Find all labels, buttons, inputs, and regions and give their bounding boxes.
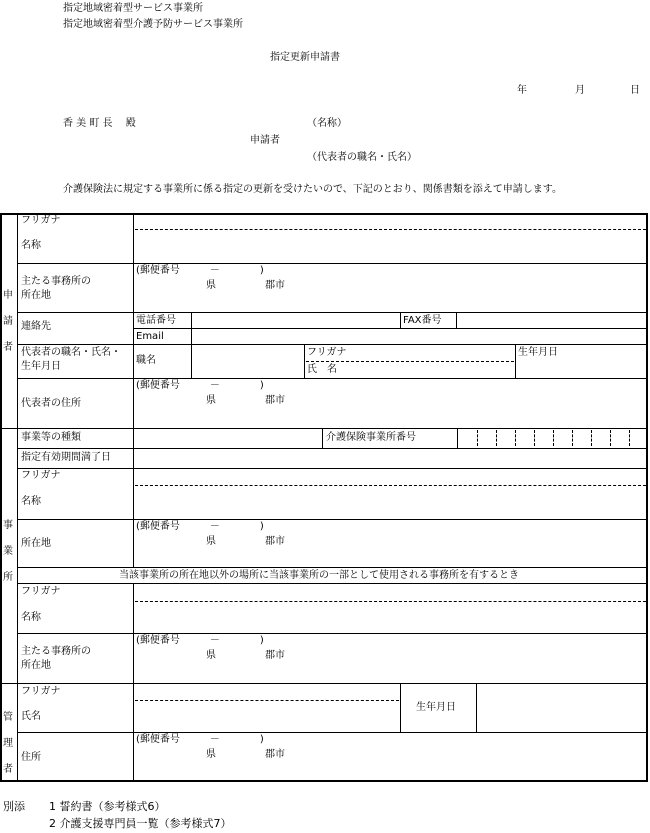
applicant-furigana-label: フリガナ — [21, 215, 61, 226]
prefecture-label: 県 — [206, 395, 216, 406]
prefecture-label: 県 — [206, 536, 216, 547]
prefecture-label: 県 — [206, 749, 216, 760]
row-line — [17, 448, 647, 449]
row-line — [17, 633, 647, 634]
digit-divider — [553, 430, 554, 446]
other-office-label-1: 主たる事務所の — [21, 646, 91, 657]
cell-divider — [191, 328, 192, 344]
name-label: （名称） — [307, 118, 347, 129]
rep-birthdate-label: 生年月日 — [518, 347, 558, 358]
furigana-divider — [135, 700, 399, 701]
office-furigana-label: フリガナ — [21, 470, 61, 481]
office-name-label: 名称 — [21, 496, 41, 507]
fax-label: FAX番号 — [403, 315, 442, 326]
row-line — [17, 732, 647, 733]
section-char: 理 — [3, 738, 13, 749]
office-location-label: 所在地 — [21, 538, 51, 549]
applicant-label: 申請者 — [250, 135, 280, 146]
row-line — [17, 583, 647, 584]
table-bottom-border — [0, 780, 648, 782]
furigana-divider — [306, 361, 514, 362]
tel-label: 電話番号 — [136, 315, 176, 326]
cell-divider — [191, 312, 192, 328]
applicant-name-label: 名称 — [21, 240, 41, 251]
date-month: 月 — [575, 85, 585, 96]
cell-divider — [457, 428, 458, 448]
section-char: 者 — [3, 342, 13, 353]
digit-divider — [515, 430, 516, 446]
section-char: 申 — [3, 290, 13, 301]
rep-label: （代表者の職名・氏名） — [307, 152, 417, 163]
section-office — [2, 513, 14, 591]
attachment-item-1: 1 誓約書（参考様式6） — [49, 800, 166, 813]
city-label: 郡市 — [265, 650, 285, 661]
service-type-label: 事業等の種類 — [21, 432, 81, 443]
label-column-divider — [133, 213, 134, 428]
expiry-label: 指定有効期間満了日 — [21, 452, 111, 463]
digit-divider — [496, 430, 497, 446]
cell-divider — [400, 312, 401, 328]
digit-divider — [477, 430, 478, 446]
page-title: 指定更新申請書 — [270, 52, 340, 63]
digit-divider — [629, 430, 630, 446]
date-year: 年 — [517, 85, 527, 96]
row-line — [17, 567, 647, 568]
city-label: 郡市 — [265, 395, 285, 406]
attachment-item-2: 2 介護支援専門員一覧（参考様式7） — [49, 817, 232, 830]
cell-divider — [456, 312, 457, 328]
postal-code-field[interactable]: (郵便番号 － ) — [136, 380, 264, 391]
other-furigana-label: フリガナ — [21, 586, 61, 597]
row-line — [17, 519, 647, 520]
postal-code-field[interactable]: (郵便番号 － ) — [136, 635, 264, 646]
furigana-divider — [135, 485, 646, 486]
section-char: 請 — [3, 316, 13, 327]
form-type-line2: 指定地域密着型介護予防サービス事業所 — [63, 19, 243, 30]
other-name-label: 名称 — [21, 612, 41, 623]
row-line — [17, 378, 647, 379]
form-type-line1: 指定地域密着型サービス事業所 — [63, 3, 203, 14]
main-office-label-2: 所在地 — [21, 290, 51, 301]
section-applicant — [2, 283, 14, 361]
manager-name-label: 氏名 — [21, 711, 41, 722]
main-office-label-1: 主たる事務所の — [21, 276, 91, 287]
row-line — [133, 328, 647, 329]
row-line — [17, 312, 647, 313]
attachment-label: 別添 — [3, 800, 25, 813]
postal-code-field[interactable]: (郵便番号 － ) — [136, 521, 264, 532]
cell-divider — [304, 344, 305, 378]
table-top-border — [0, 213, 648, 215]
cell-divider — [515, 344, 516, 378]
rep-label-2: 生年月日 — [21, 361, 61, 372]
section-char: 事 — [3, 520, 13, 531]
manager-furigana-label: フリガナ — [21, 686, 61, 697]
cell-divider — [191, 344, 192, 378]
other-office-heading: 当該事業所の所在地以外の場所に当該事業所の一部として使用される事務所を有するとき — [119, 570, 519, 581]
furigana-divider — [135, 601, 646, 602]
section-char: 業 — [3, 546, 13, 557]
furigana-divider — [135, 229, 646, 230]
rep-name-label: 氏 名 — [307, 364, 337, 375]
manager-address-label: 住所 — [21, 752, 41, 763]
addressee: 香 美 町 長 殿 — [63, 118, 136, 129]
section-char: 管 — [3, 712, 13, 723]
prefecture-label: 県 — [206, 280, 216, 291]
city-label: 郡市 — [265, 536, 285, 547]
row-line — [17, 263, 647, 264]
contact-label: 連絡先 — [21, 321, 51, 332]
email-label: Email — [136, 331, 164, 342]
city-label: 郡市 — [265, 280, 285, 291]
table-right-border — [646, 213, 648, 782]
section-char: 所 — [3, 572, 13, 583]
statement: 介護保険法に規定する事業所に係る指定の更新を受けたいので、下記のとおり、関係書類を添えて申請します。 — [63, 184, 562, 195]
section-manager — [2, 705, 14, 783]
rep-label-1: 代表者の職名・氏名・ — [21, 347, 121, 358]
rep-furigana-label: フリガナ — [307, 347, 347, 358]
city-label: 郡市 — [265, 749, 285, 760]
section-char: 者 — [3, 764, 13, 775]
postal-code-field[interactable]: (郵便番号 － ) — [136, 734, 264, 745]
row-line — [17, 468, 647, 469]
job-title-label: 職名 — [136, 355, 156, 366]
prefecture-label: 県 — [206, 650, 216, 661]
other-office-label-2: 所在地 — [21, 660, 51, 671]
section-separator — [0, 428, 648, 429]
postal-code-field[interactable]: (郵便番号 － ) — [136, 265, 264, 276]
digit-divider — [591, 430, 592, 446]
care-number-label: 介護保険事業所番号 — [326, 432, 416, 443]
section-column-divider — [17, 213, 18, 781]
date-day: 日 — [630, 85, 640, 96]
digit-divider — [610, 430, 611, 446]
section-separator — [0, 683, 648, 684]
rep-address-label: 代表者の住所 — [21, 398, 81, 409]
digit-divider — [534, 430, 535, 446]
digit-divider — [572, 430, 573, 446]
row-line — [17, 344, 647, 345]
cell-divider — [322, 428, 323, 448]
cell-divider — [400, 683, 401, 732]
manager-birthdate-label: 生年月日 — [416, 702, 456, 713]
cell-divider — [476, 683, 477, 732]
